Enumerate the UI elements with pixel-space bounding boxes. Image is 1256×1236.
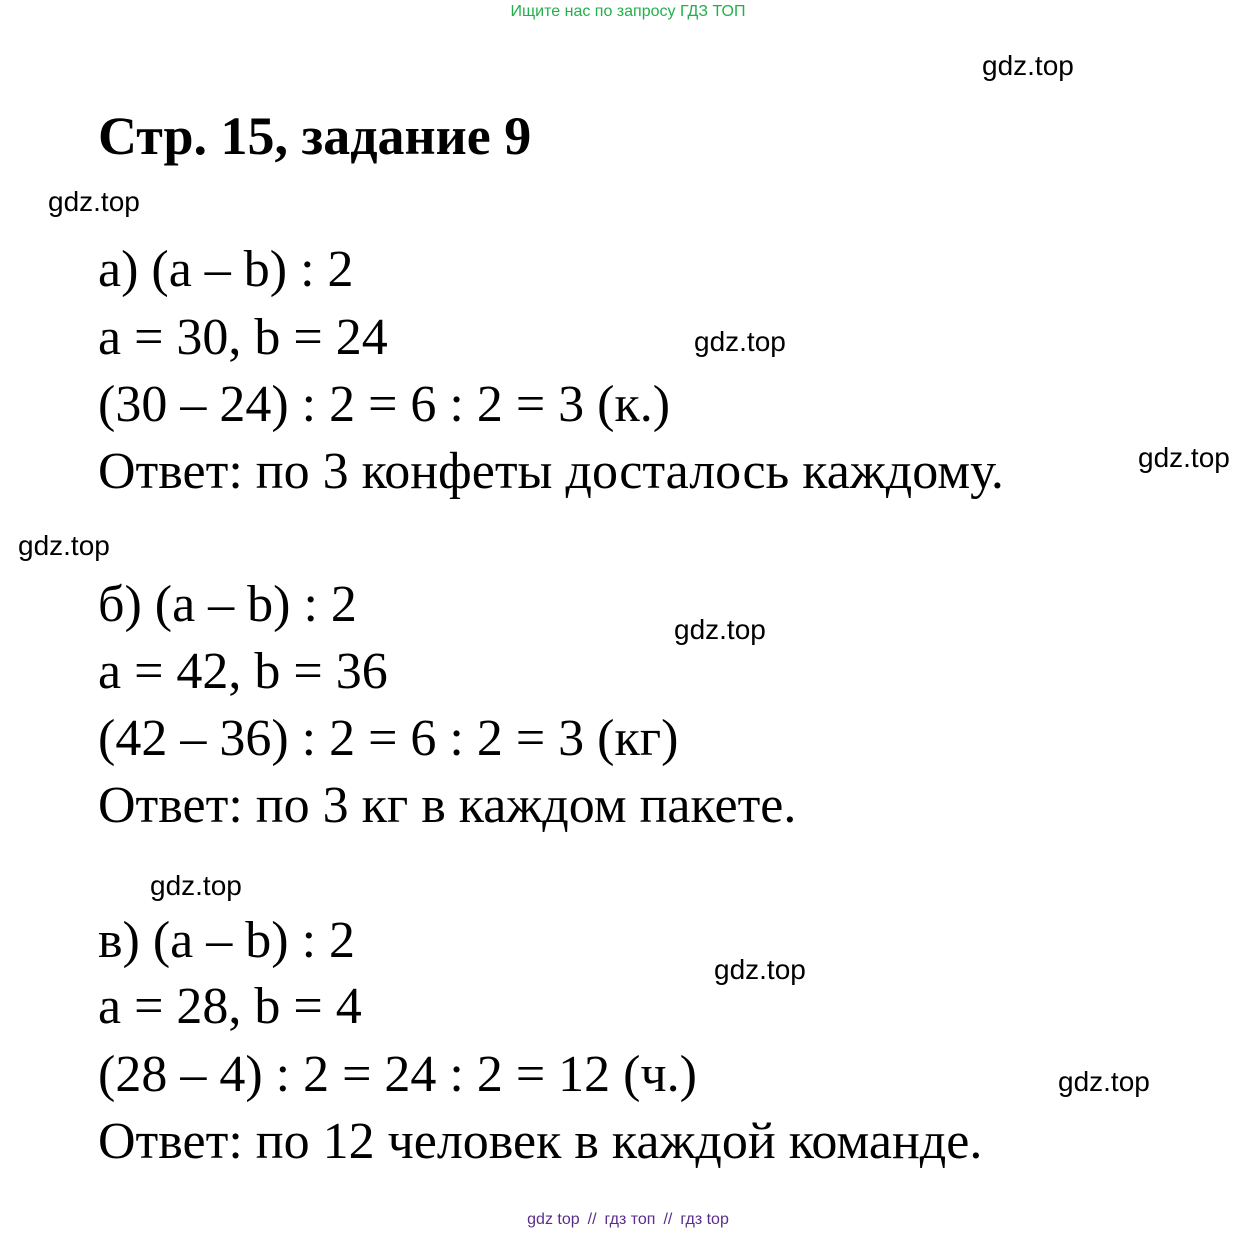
watermark: gdz.top [694,326,786,357]
section-a-answer: Ответ: по 3 конфеты досталось каждому. [98,443,1004,500]
section-a-values: a = 30, b = 24 [98,309,388,366]
top-banner-link[interactable]: Ищите нас по запросу ГДЗ ТОП [510,3,746,20]
section-a-calculation: (30 – 24) : 2 = 6 : 2 = 3 (к.) [98,376,671,433]
watermark: gdz.top [1138,442,1230,473]
section-b-values: a = 42, b = 36 [98,643,388,700]
section-c-values: a = 28, b = 4 [98,978,362,1035]
footer [0,1210,1256,1230]
footer-separator: // [663,1211,673,1228]
footer-link-gdz-top-mixed[interactable]: гдз top [680,1211,729,1228]
watermark: gdz.top [48,186,140,217]
top-banner [0,2,1256,22]
watermark: gdz.top [1058,1066,1150,1097]
footer-separator: // [587,1211,597,1228]
watermark: gdz.top [674,614,766,645]
section-c-answer: Ответ: по 12 человек в каждой команде. [98,1113,983,1170]
section-c-calculation: (28 – 4) : 2 = 24 : 2 = 12 (ч.) [98,1046,697,1103]
section-b-answer: Ответ: по 3 кг в каждом пакете. [98,777,797,834]
watermark: gdz.top [982,50,1074,81]
page-title: Стр. 15, задание 9 [98,106,532,166]
section-b-expression: б) (a – b) : 2 [98,576,357,633]
section-a-expression: а) (a – b) : 2 [98,241,354,298]
watermark: gdz.top [714,954,806,985]
footer-link-gdz-top-ru[interactable]: гдз топ [604,1211,656,1228]
watermark: gdz.top [150,870,242,901]
section-c-expression: в) (a – b) : 2 [98,912,356,969]
section-b-calculation: (42 – 36) : 2 = 6 : 2 = 3 (кг) [98,710,679,767]
watermark: gdz.top [18,530,110,561]
footer-link-gdz-top[interactable]: gdz top [527,1211,580,1228]
